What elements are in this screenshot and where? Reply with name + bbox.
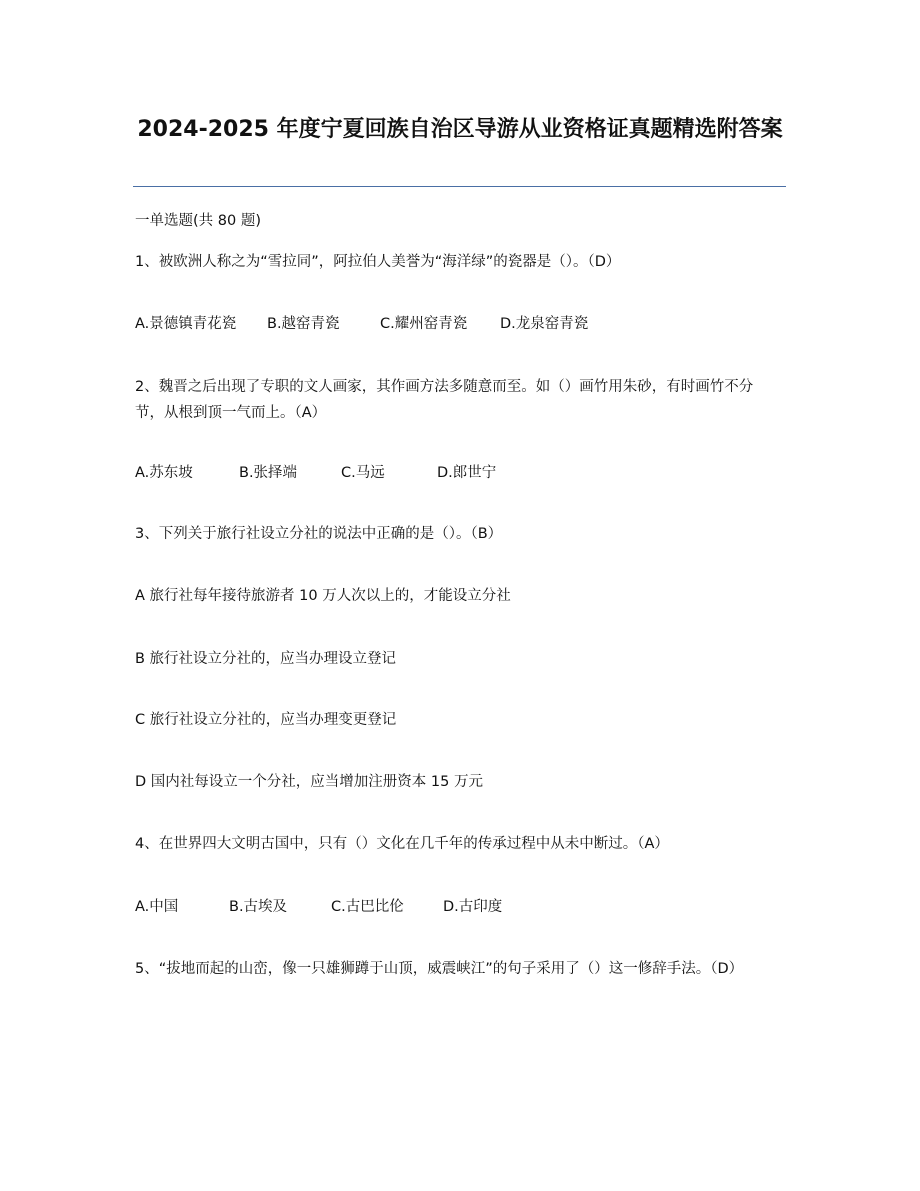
question-2: 2、魏晋之后出现了专职的文人画家，其作画方法多随意而至。如（）画竹用朱砂，有时画竹不分节，从根到顶一气而上。（A） xyxy=(135,379,754,421)
question-3-option-d: D 国内社每设立一个分社，应当增加注册资本 15 万元 xyxy=(135,774,483,790)
question-2-option-b: B.张择端 xyxy=(239,465,298,481)
question-3: 3、下列关于旅行社设立分社的说法中正确的是（）。（B） xyxy=(135,526,503,542)
question-4-option-c: C.古巴比伦 xyxy=(331,899,404,915)
question-3-option-b: B 旅行社设立分社的，应当办理设立登记 xyxy=(135,651,397,667)
question-4-option-d: D.古印度 xyxy=(443,899,503,915)
question-1-option-d: D.龙泉窑青瓷 xyxy=(500,316,589,332)
title-divider xyxy=(133,186,786,187)
question-4-option-a: A.中国 xyxy=(135,899,179,915)
question-1-option-b: B.越窑青瓷 xyxy=(267,316,340,332)
question-1-option-a: A.景德镇青花瓷 xyxy=(135,316,237,332)
question-1-options xyxy=(135,313,588,335)
question-5: 5、“拔地而起的山峦，像一只雄狮蹲于山顶，威震峡江”的句子采用了（）这一修辞手法。（D） xyxy=(135,961,744,977)
question-3-option-a: A 旅行社每年接待旅游者 10 万人次以上的，才能设立分社 xyxy=(135,588,511,604)
question-2-option-c: C.马远 xyxy=(341,465,385,481)
question-3-option-c: C 旅行社设立分社的，应当办理变更登记 xyxy=(135,712,397,728)
question-2-option-d: D.郎世宁 xyxy=(437,465,497,481)
question-4-option-b: B.古埃及 xyxy=(229,899,288,915)
question-2-options xyxy=(135,462,496,484)
question-4: 4、在世界四大文明古国中，只有（）文化在几千年的传承过程中从未中断过。（A） xyxy=(135,836,669,852)
section-heading: 一单选题(共 80 题) xyxy=(135,213,261,229)
question-2-option-a: A.苏东坡 xyxy=(135,465,193,481)
question-4-options xyxy=(135,896,502,918)
question-1-option-c: C.耀州窑青瓷 xyxy=(380,316,468,332)
page-title: 2024-2025 年度宁夏回族自治区导游从业资格证真题精选附答案 xyxy=(137,117,783,142)
question-1: 1、被欧洲人称之为“雪拉同”，阿拉伯人美誉为“海洋绿”的瓷器是（）。（D） xyxy=(135,254,621,270)
